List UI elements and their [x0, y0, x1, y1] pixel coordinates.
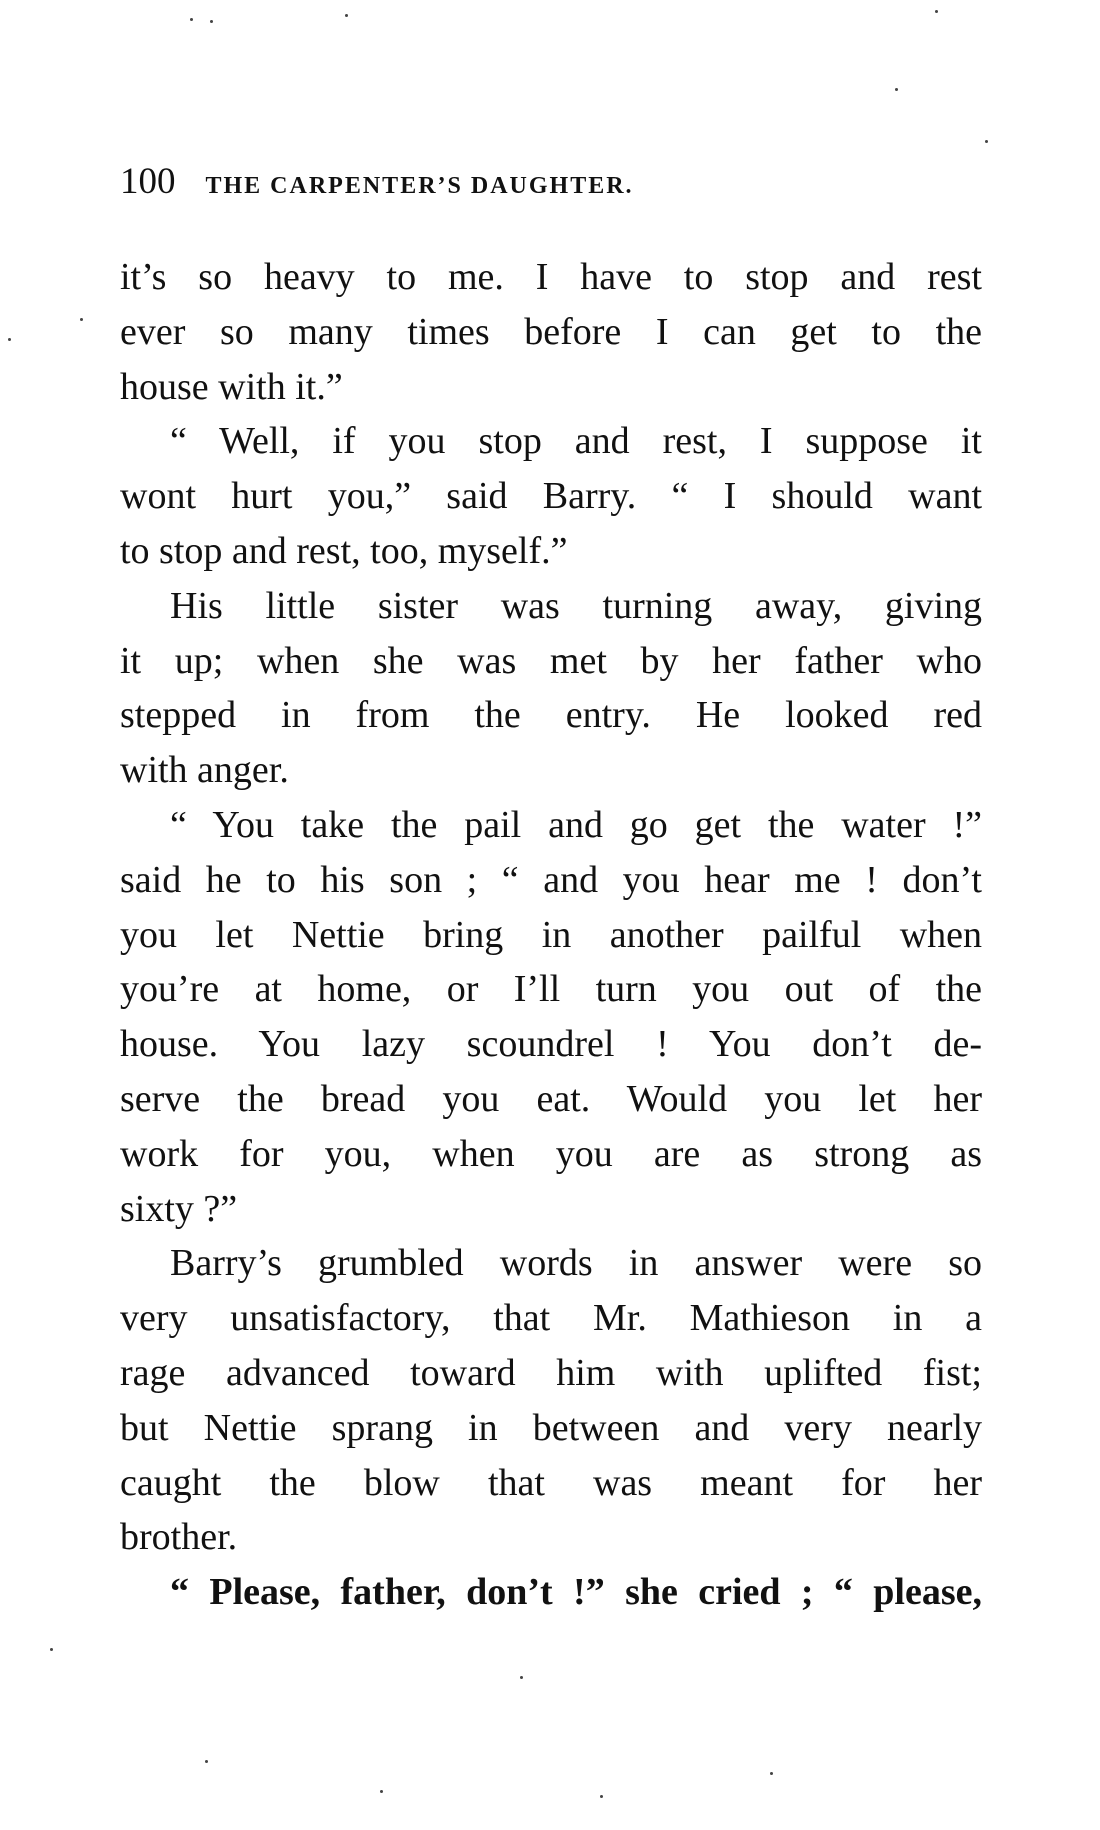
text-line: you’re at home, or I’ll turn you out of the: [120, 968, 982, 1011]
text-line: with anger.: [120, 749, 289, 792]
print-speck: [80, 318, 83, 321]
print-speck: [770, 1772, 773, 1775]
print-speck: [50, 1648, 53, 1651]
text-line: rage advanced toward him with uplifted fist;: [120, 1351, 982, 1394]
print-speck: [210, 20, 213, 23]
text-line: serve the bread you eat. Would you let her: [120, 1077, 982, 1120]
print-speck: [190, 18, 193, 21]
print-speck: [935, 10, 938, 13]
text-line: you let Nettie bring in another pailful when: [120, 913, 982, 956]
print-speck: [380, 1790, 383, 1793]
running-header: [120, 160, 980, 210]
text-line: very unsatisfactory, that Mr. Mathieson in a: [120, 1297, 982, 1340]
print-speck: [600, 1795, 603, 1798]
text-line: “ Please, father, don’t !” she cried ; “ please,: [170, 1571, 982, 1614]
text-line: caught the blow that was meant for her: [120, 1461, 982, 1504]
text-line: said he to his son ; “ and you hear me ! don’t: [120, 858, 982, 901]
text-line: sixty ?”: [120, 1187, 238, 1230]
print-speck: [345, 14, 348, 17]
text-line: “ You take the pail and go get the water !”: [170, 803, 982, 846]
running-title: THE CARPENTER’S DAUGHTER.: [205, 173, 634, 199]
print-speck: [895, 88, 898, 91]
body-text: [120, 250, 982, 1700]
text-line: to stop and rest, too, myself.”: [120, 529, 568, 572]
text-line: house with it.”: [120, 365, 343, 408]
text-line: it up; when she was met by her father who: [120, 639, 982, 682]
text-line: house. You lazy scoundrel ! You don’t de-: [120, 1023, 982, 1066]
print-speck: [985, 140, 988, 143]
text-line: but Nettie sprang in between and very nearly: [120, 1406, 982, 1449]
page-number: 100: [120, 161, 176, 202]
text-line: His little sister was turning away, giving: [170, 584, 982, 627]
print-speck: [8, 338, 11, 341]
text-line: it’s so heavy to me. I have to stop and rest: [120, 256, 982, 298]
text-line: brother.: [120, 1516, 238, 1559]
print-speck: [205, 1760, 208, 1763]
text-line: wont hurt you,” said Barry. “ I should want: [120, 475, 982, 518]
text-line: work for you, when you are as strong as: [120, 1132, 982, 1175]
text-line: ever so many times before I can get to the: [120, 310, 982, 353]
text-line: “ Well, if you stop and rest, I suppose it: [170, 420, 982, 463]
text-line: stepped in from the entry. He looked red: [120, 694, 982, 737]
text-line: Barry’s grumbled words in answer were so: [170, 1242, 982, 1285]
